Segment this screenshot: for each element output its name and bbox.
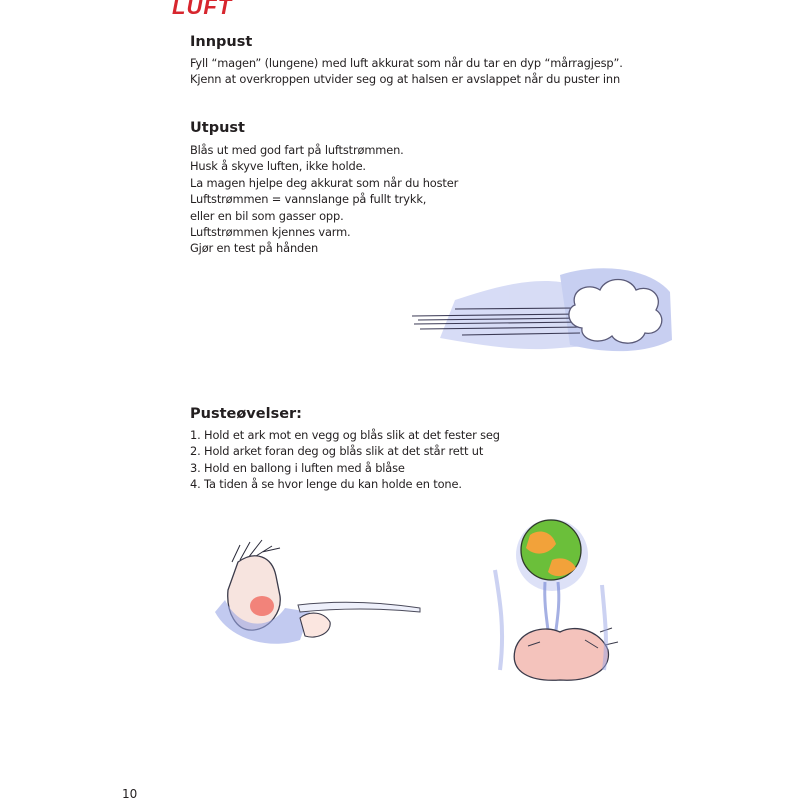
section-heading-innpust: Innpust xyxy=(190,34,253,50)
head-outline xyxy=(228,556,280,630)
text-line: Gjør en test på hånden xyxy=(190,241,319,256)
section-innpust xyxy=(190,34,623,88)
watercolor-wash xyxy=(440,268,672,351)
list-item: 3. Hold en ballong i luften med å blåse xyxy=(190,460,405,475)
page-title: LUFT xyxy=(172,0,233,19)
list-item: 2. Hold arket foran deg og blås slik at det står rett ut xyxy=(190,444,484,459)
face-sketch xyxy=(495,570,618,670)
hair-sketch xyxy=(232,540,280,562)
cheek-blush xyxy=(250,596,274,616)
text-line: Husk å skyve luften, ikke holde. xyxy=(190,159,366,174)
text-line: Luftstrømmen = vannslange på fullt trykk, xyxy=(190,192,427,207)
list-item: 4. Ta tiden å se hvor lenge du kan holde en tone. xyxy=(190,477,462,492)
face-outline xyxy=(514,629,608,681)
balloon-panel-orange xyxy=(526,532,556,554)
air-lines xyxy=(412,308,585,335)
list-item: 1. Hold et ark mot en vegg og blås slik at det fester seg xyxy=(190,428,500,442)
section-heading-utpust: Utpust xyxy=(190,120,245,136)
cloud-shape xyxy=(569,280,662,344)
balloon-panel-orange xyxy=(548,558,576,576)
text-line: Kjenn at overkroppen utvider seg og at halsen er avslappet når du puster inn xyxy=(190,72,621,87)
hand-outline xyxy=(300,613,330,637)
text-line: Blås ut med god fart på luftstrømmen. xyxy=(190,143,404,157)
section-utpust xyxy=(190,120,458,257)
air-jets xyxy=(545,582,559,630)
balloon-shadow-wash xyxy=(516,519,588,591)
body-wash xyxy=(215,600,310,644)
text-line: Luftstrømmen kjennes varm. xyxy=(190,225,351,240)
page-number: 10 xyxy=(122,787,138,801)
paper-sheet xyxy=(298,602,420,612)
text-line: eller en bil som gasser opp. xyxy=(190,208,344,223)
section-heading-pusteovelser: Pusteøvelser: xyxy=(190,406,302,422)
section-pusteovelser xyxy=(190,406,500,493)
balloon xyxy=(521,520,581,580)
text-line: Fyll “magen” (lungene) med luft akkurat som når du tar en dyp “mårragjesp”. xyxy=(190,56,623,70)
text-line: La magen hjelpe deg akkurat som når du hoster xyxy=(190,175,459,190)
